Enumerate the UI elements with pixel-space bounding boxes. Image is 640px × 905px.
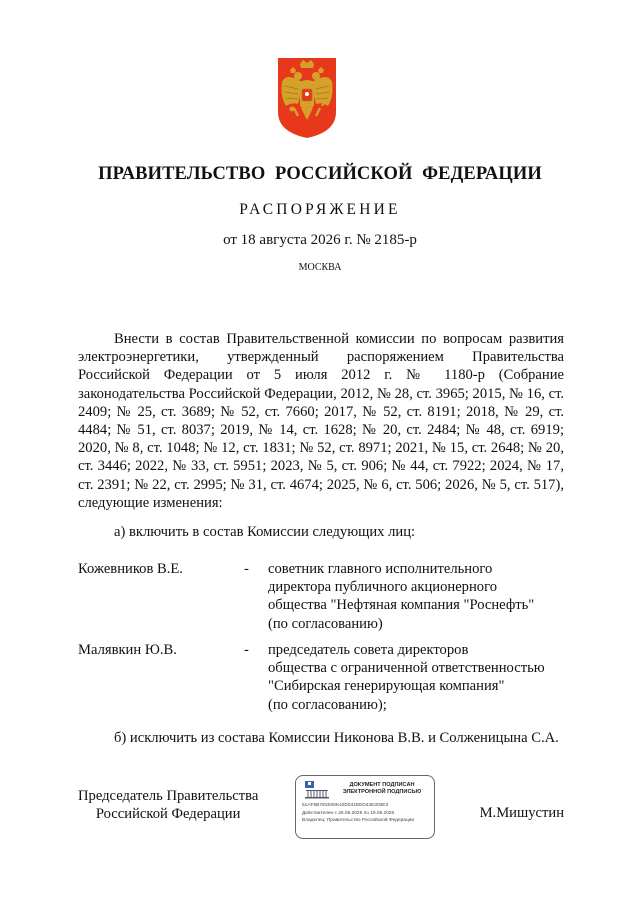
person-dash: - (244, 642, 249, 658)
item-b: б) исключить из состава Комиссии Никонова В.В. и Солженицына С.А. (114, 730, 559, 746)
person-description (268, 641, 568, 714)
person-description (268, 560, 568, 633)
government-title: ПРАВИТЕЛЬСТВО РОССИЙСКОЙ ФЕДЕРАЦИИ (98, 164, 542, 184)
description-line: общества с ограниченной ответственностью (268, 660, 545, 677)
description-line: общества "Нефтяная компания "Роснефть" (268, 597, 535, 614)
signer-name: М.Мишустин (479, 805, 564, 821)
stamp-title-line: ДОКУМЕНТ ПОДПИСАН (349, 782, 415, 788)
main-paragraph: Внести в состав Правительственной комиссии по вопросам развития электроэнергетики, утвержденный распоряжением Правительства Российской Федерации от 5 июля 2012 г. № 1180-р (Собрание законодательства Российской Федерации, 2012, № 28, ст. 3965; 2015, № 16, ст. 2409; № 25, ст. 3689; № 52, ст. 7660; 2017, № 52, ст. 8191; 2018, № 29, ст. 4484; № 51, ст. 8037; 2019, № 14, ст. 1628; № 20, ст. 2484; № 48, ст. 6919; 2020, № 8, ст. 1048; № 12, ст. 1831; № 52, ст. 8971; 2021, № 15, ст. 2648; № 20, ст. 3446; 2022, № 33, ст. 5951; 2023, № 5, ст. 906; № 44, ст. 7922; 2024, № 17, ст. 2391; № 22, ст. 2995; № 31, ст. 4674; 2025, № 6, ст. 506; 2026, № 5, ст. 517), следующие изменения: (78, 331, 564, 511)
person-name: Кожевников В.Е. (78, 561, 183, 577)
description-line: директора публичного акционерного (268, 579, 497, 596)
description-line: председатель совета директоров (268, 642, 469, 658)
item-a: а) включить в состав Комиссии следующих лиц: (114, 524, 416, 540)
stamp-validity: Действителен с 26.06.2025 по 19.09.2026 (302, 811, 395, 816)
document-date-number: от 18 августа 2026 г. № 2185-р (223, 232, 417, 248)
stamp-title (334, 782, 430, 796)
position-line: Председатель Правительства (78, 788, 259, 804)
stamp-owner: Владелец: Правительство Российской Федерации (302, 818, 415, 823)
russian-coat-of-arms-icon (276, 56, 338, 140)
electronic-signature-stamp (295, 775, 435, 839)
description-line: (по согласованию); (268, 696, 387, 713)
stamp-serial: 51AF6B781E06K42D041EED43E303E3 (302, 803, 389, 808)
description-line: (по согласованию) (268, 615, 383, 632)
person-dash: - (244, 561, 249, 577)
description-line: "Сибирская генерирующая компания" (268, 678, 505, 695)
person-name: Малявкин Ю.В. (78, 642, 177, 658)
stamp-title-line: ЭЛЕКТРОННОЙ ПОДПИСЬЮ (342, 789, 422, 795)
document-city: МОСКВА (298, 262, 342, 273)
document-type: РАСПОРЯЖЕНИЕ (239, 201, 401, 218)
signer-position (78, 787, 258, 823)
government-building-icon (304, 781, 330, 799)
description-line: советник главного исполнительного (268, 561, 493, 577)
position-line: Российской Федерации (95, 806, 241, 822)
